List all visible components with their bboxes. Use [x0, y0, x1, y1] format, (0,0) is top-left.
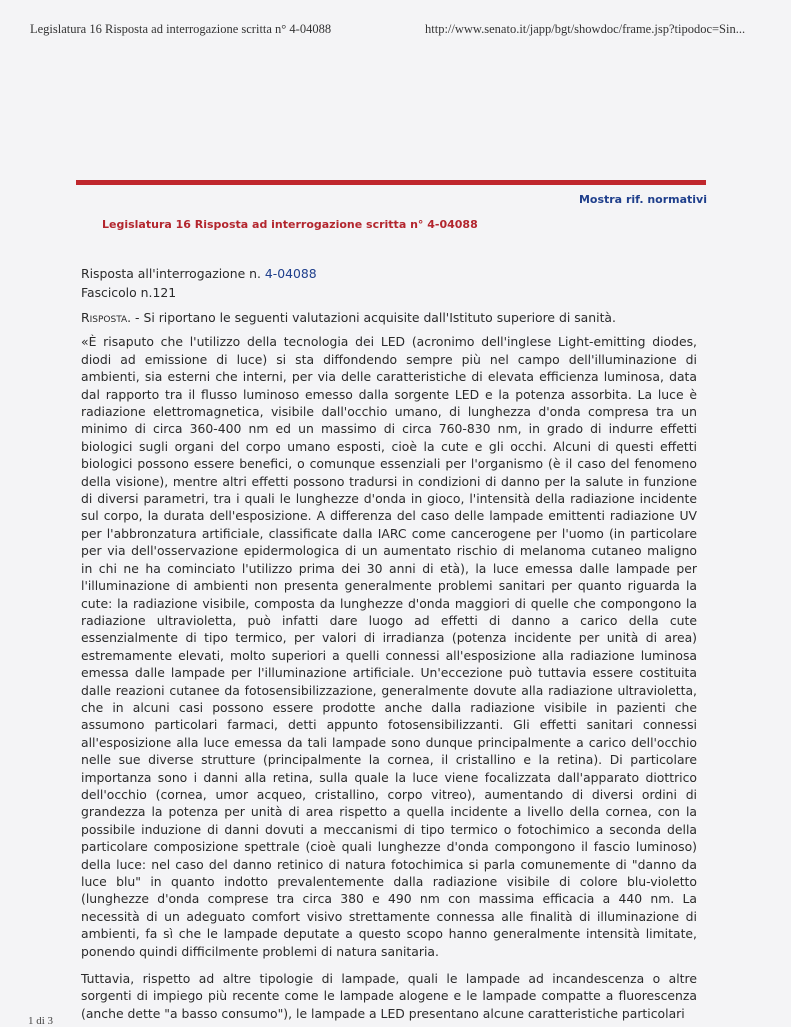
body-text-line: «È risaputo che l'utilizzo della tecnologia dei LED (acronimo dell'inglese Light-emitting diodes, [81, 334, 697, 350]
body-text-line: diodi ad emissione di luce) si sta diffondendo sempre più nel campo dell'illuminazione di [81, 351, 697, 367]
print-header-title: Legislatura 16 Risposta ad interrogazione scritta n° 4-04088 [30, 22, 332, 36]
body-text-line: che in alcuni casi possono essere prodotte anche dalla radiazione visibile in pazienti che [81, 699, 697, 715]
body-text-line: biologici sugli organi del corpo umano esposti, cioè la cute e gli occhi. Alcuni di questi effetti [81, 438, 697, 454]
body-text-line: radiazione elettromagnetica, visibile dall'occhio umano, di lunghezza d'onda compresa tra un [81, 404, 697, 420]
body-text-line: sul corpo, la durata dell'esposizione. A differenza del caso delle lampade emittenti radiazione UV [81, 508, 697, 524]
body-text-line: Tuttavia, rispetto ad altre tipologie di lampade, quali le lampade ad incandescenza o altre [81, 971, 697, 987]
body-text-line: dell'occhio (cornea, umor acqueo, cristallino, corpo vitreo), aumentando di diversi ordini di [81, 786, 697, 802]
body-text-line: per l'abbronzatura artificiale, classificate dalla IARC come cancerogene per l'uomo (in particolare [81, 525, 697, 541]
body-text-line: (anche dette "a basso consumo"), le lampade a LED presentano alcune caratteristiche particolari [81, 1005, 685, 1021]
body-text-line: importanza sono i danni alla retina, sulla quale la luce viene focalizzata dall'apparato diottrico [81, 769, 697, 785]
body-text-line: l'illuminazione di ambienti non presenta generalmente problemi sanitari per quanto riguarda la [81, 578, 697, 594]
body-text-line: minimo di circa 360-400 nm ed un massimo di circa 760-830 nm, in grado di indurre effetti [81, 421, 697, 437]
body-text-line: estremamente elevati, molto superiori a quelli connessi all'esposizione alla radiazione luminosa [81, 647, 697, 663]
risposta-intro-text: - Si riportano le seguenti valutazioni acquisite dall'Istituto superiore di sanità. [131, 310, 616, 325]
body-text-line: assumono particolari farmaci, detti appunto fotosensibilizzanti. Gli effetti sanitari connessi [81, 717, 697, 733]
body-text-line: grandezza la potenza per unità di area rispetto a quella incidente a livello della cornea, con la [81, 804, 697, 820]
body-paragraph-2 [81, 970, 697, 1022]
risposta-prefix: Risposta all'interrogazione n. [81, 266, 265, 281]
header-divider [76, 180, 706, 185]
body-text-line: biologici possono essere benefici, o comunque essenziali per l'organismo (è il caso del fenomeno [81, 456, 697, 472]
fascicolo-line: Fascicolo n.121 [81, 285, 177, 300]
print-header-url: http://www.senato.it/japp/bgt/showdoc/frame.jsp?tipodoc=Sin... [425, 22, 746, 36]
risposta-label: Risposta. [81, 310, 132, 325]
body-text-line: ponendo quindi difficilmente problemi di natura sanitaria. [81, 943, 439, 959]
mostra-rif-normativi-link[interactable]: Mostra rif. normativi [578, 193, 707, 206]
body-text-line: radiazione ultravioletta, può infatti dare luogo ad effetti di danno a carico della cute [81, 612, 697, 628]
body-text-line: necessità di un adeguato comfort visivo strettamente connessa alle finalità di illuminazione di [81, 908, 697, 924]
body-text-line: della visione), mentre altri effetti possono tradursi in condizioni di danno per la salute in funzione [81, 473, 697, 489]
body-text-line: particolare composizione spettrale (cioè quali lunghezze d'onda compongono il fascio luminoso) [81, 839, 697, 855]
page-number: 1 di 3 [28, 1015, 54, 1027]
body-text-line: ambienti, fa sì che le lampade deputate a questo scopo hanno generalmente intensità limitate, [81, 926, 697, 942]
body-text-line: essenzialmente di tipo termico, per valori di irradianza (potenza incidente per unità di area) [81, 630, 697, 646]
body-text-line: ambienti, sia esterni che interni, per via delle caratteristiche di elevata efficienza luminosa, data [81, 369, 697, 385]
body-text-line: luce blu" in quanto indotto prevalentemente dalla radiazione visibile di colore blu-violetto [81, 874, 697, 889]
body-text-line: emessa dalle lampade per l'illuminazione artificiale. Un'eccezione può tuttavia essere costituita [81, 665, 697, 681]
body-text-line: di diversi parametri, tra i quali le lunghezze d'onda in gioco, l'intensità della radiazione incidente [81, 491, 697, 507]
body-text-line: della luce: nel caso del danno retinico di natura fotochimica si parla comunemente di "danno da [81, 856, 697, 872]
interrogazione-number-link[interactable]: 4-04088 [264, 266, 317, 281]
body-text-line: dal rapporto tra il flusso luminoso emesso dalla sorgente LED e la potenza assorbita. La luce è [81, 386, 697, 402]
body-text-line: sorgenti di impiego più recente come le lampade alogene e le lampade compatte a fluorescenza [81, 988, 697, 1004]
body-paragraph-1 [81, 333, 697, 960]
body-text-line: all'esposizione alla luce emessa da tali lampade sono dunque principalmente a carico dell'occhio [81, 734, 697, 750]
body-text-line: cute: la radiazione visibile, composta da lunghezze d'onda maggiori di quelle che compongono la [81, 595, 697, 611]
document-body [81, 264, 697, 1022]
body-text-line: dalle reazioni cutanee da fotosensibilizzazione, generalmente dovute alla radiazione ultravioletta, [81, 682, 697, 698]
body-text-line: nelle sue diverse strutture (principalmente la cornea, il cristallino e la retina). Di particolare [81, 752, 697, 768]
body-text-line: per via dell'osservazione epidermologica di un aumentato rischio di melanoma cutaneo maligno [81, 543, 697, 559]
risposta-line [81, 264, 697, 283]
document-title: Legislatura 16 Risposta ad interrogazione scritta n° 4-04088 [102, 218, 478, 231]
risposta-intro [81, 309, 697, 326]
body-text-line: (lunghezze d'onda comprese tra circa 380 e 490 nm con massima efficacia a 440 nm. La [81, 891, 697, 907]
body-text-line: possibile induzione di danni dovuti a meccanismi di tipo termico o fotochimico a seconda della [81, 821, 697, 837]
body-text-line: in chi ne ha cominciato l'utilizzo prima dei 30 anni di età), la luce emessa dalle lampade per [81, 560, 697, 576]
